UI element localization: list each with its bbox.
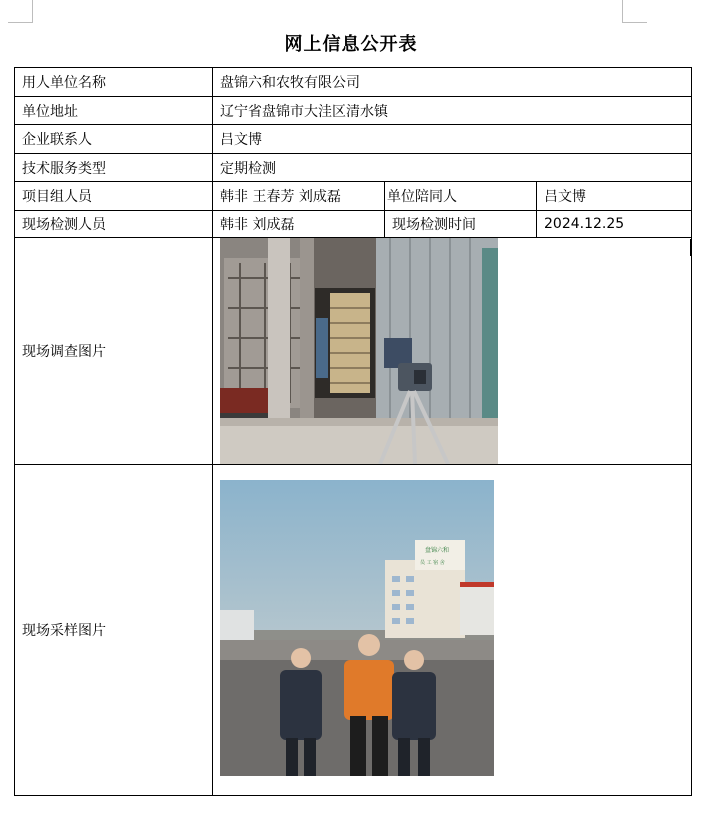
table-row-survey-photo	[15, 238, 692, 465]
contact-label: 企业联系人	[15, 125, 213, 154]
document-title: 网上信息公开表	[284, 34, 418, 55]
cursor-mark	[690, 239, 691, 256]
sampling-photo-sign-line2: 员 工 宿 舍	[420, 560, 445, 566]
sampling-photo-cell	[213, 465, 692, 796]
survey-photo	[220, 238, 498, 464]
inspectors-value: 韩非 刘成磊	[213, 211, 385, 238]
table-row-sampling-photo	[15, 465, 692, 796]
table-row-company	[15, 68, 692, 97]
company-value: 盘锦六和农牧有限公司	[213, 68, 692, 97]
survey-photo-cell	[213, 238, 692, 465]
team-value: 韩非 王春芳 刘成磊	[213, 182, 385, 211]
escort-value: 吕文博	[537, 182, 692, 211]
inspection-time-value: 2024.12.25	[537, 211, 692, 238]
sampling-photo	[220, 480, 494, 776]
page-corner-top-left	[8, 0, 33, 23]
company-label: 用人单位名称	[15, 68, 213, 97]
table-row-address	[15, 97, 692, 125]
table-row-service-type	[15, 154, 692, 182]
inspectors-label: 现场检测人员	[15, 211, 213, 238]
service-type-label: 技术服务类型	[15, 154, 213, 182]
sampling-photo-label: 现场采样图片	[15, 465, 213, 796]
survey-photo-label: 现场调查图片	[15, 238, 213, 465]
table-row-contact	[15, 125, 692, 154]
sampling-photo-sign-line1: 盘锦六和	[425, 547, 450, 554]
service-type-value: 定期检测	[213, 154, 692, 182]
contact-value: 吕文博	[213, 125, 692, 154]
address-value: 辽宁省盘锦市大洼区清水镇	[213, 97, 692, 125]
table-row-team	[15, 182, 692, 211]
inspection-time-label: 现场检测时间	[385, 211, 537, 238]
page-corner-top-right	[622, 0, 647, 23]
team-label: 项目组人员	[15, 182, 213, 211]
table-row-inspectors	[15, 211, 692, 238]
escort-label: 单位陪同人	[385, 182, 537, 211]
address-label: 单位地址	[15, 97, 213, 125]
info-table	[14, 67, 692, 796]
